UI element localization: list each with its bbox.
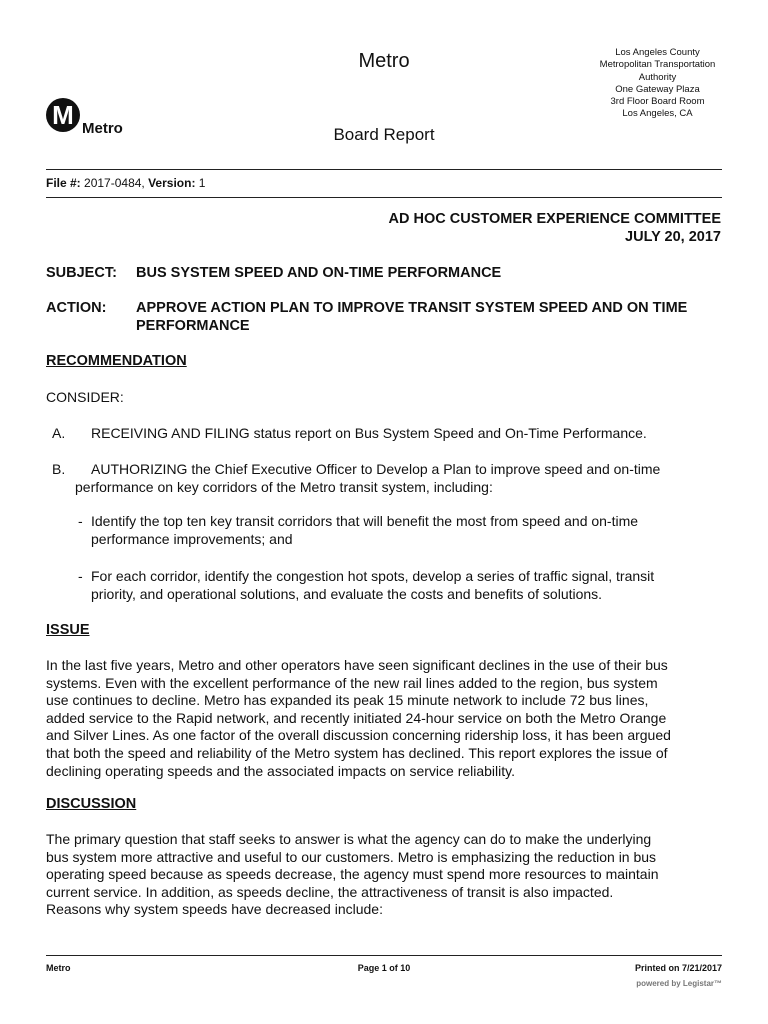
action-text: APPROVE ACTION PLAN TO IMPROVE TRANSIT SYSTEM SPEED AND ON TIME PERFORMANCE	[136, 300, 688, 334]
item-a-marker: A.	[52, 425, 66, 441]
address-line: Metropolitan Transportation	[599, 59, 716, 71]
bullet-line: Identify the top ten key transit corridors that will benefit the most from speed and on-time	[91, 513, 639, 529]
text-line: systems. Even with the excellent performance of the new rail lines added to the region, bus system	[46, 674, 658, 691]
consider-label: CONSIDER:	[46, 389, 124, 405]
text-line: declining operating speeds and the associated impacts on service reliability.	[46, 762, 516, 779]
bullet-line: performance improvements; and	[91, 531, 293, 547]
discussion-heading: DISCUSSION	[46, 796, 137, 812]
issue-paragraph	[46, 657, 736, 780]
footer-printed-date: Printed on 7/21/2017	[634, 963, 722, 973]
text-line: operating speed because as speeds decrease, the agency must spend more resources to maintain	[46, 866, 659, 883]
text-line: Reasons why system speeds have decreased include:	[46, 901, 383, 918]
footer-page-number: Page 1 of 10	[357, 963, 411, 973]
committee-block	[389, 210, 721, 246]
issue-heading: ISSUE	[46, 622, 90, 638]
subject-label: SUBJECT:	[46, 265, 117, 281]
file-label: File #:	[46, 176, 81, 190]
recommendation-heading: RECOMMENDATION	[46, 353, 187, 369]
bullet-dash: -	[78, 568, 83, 584]
footer-left: Metro	[46, 963, 71, 973]
committee-name: AD HOC CUSTOMER EXPERIENCE COMMITTEE	[388, 211, 721, 227]
bullet-line: For each corridor, identify the congestion hot spots, develop a series of traffic signal, transit	[91, 568, 655, 584]
subject-line	[46, 265, 501, 281]
text-line: added service to the Rapid network, and recently initiated 24-hour service on both the Metro Orange	[46, 709, 667, 726]
text-line: The primary question that staff seeks to answer is what the agency can do to make the underlying	[46, 831, 652, 847]
address-line: One Gateway Plaza	[615, 83, 700, 95]
version-label: Version:	[148, 176, 196, 190]
file-number: 2017-0484	[84, 176, 142, 190]
action-label: ACTION:	[46, 300, 107, 316]
address-line: 3rd Floor Board Room	[610, 96, 705, 108]
committee-date: JULY 20, 2017	[625, 229, 721, 245]
bullet-line: priority, and operational solutions, and evaluate the costs and benefits of solutions.	[91, 586, 603, 602]
page-subtitle: Board Report	[333, 125, 435, 144]
action-block	[46, 299, 736, 335]
file-info: File #: 2017-0484, Version: 1	[46, 176, 206, 190]
page-title: Metro	[358, 50, 410, 72]
file-divider	[46, 197, 722, 198]
metro-m-icon: M	[46, 98, 80, 132]
item-b-marker: B.	[52, 461, 66, 477]
item-a-text: RECEIVING AND FILING status report on Bus System Speed and On-Time Performance.	[91, 425, 647, 441]
text-line: that both the speed and reliability of the Metro system has declined. This report explores the issue of	[46, 744, 668, 761]
footer-powered-by: powered by Legistar™	[636, 979, 722, 988]
item-b-line: AUTHORIZING the Chief Executive Officer to Develop a Plan to improve speed and on-time	[91, 461, 661, 477]
address-line: Authority	[638, 71, 677, 83]
logo-wordmark: Metro	[82, 120, 123, 137]
address-line: Los Angeles County	[615, 47, 700, 58]
text-line: use continues to decline. Metro has expanded its peak 15 minute network to include 72 bus lines,	[46, 692, 649, 709]
version-number: 1	[198, 176, 206, 190]
item-b-line: performance on key corridors of the Metro transit system, including:	[75, 479, 493, 495]
text-line: and Silver Lines. As one factor of the overall discussion concerning ridership loss, it has been argued	[46, 727, 671, 744]
address-block	[560, 47, 755, 121]
text-line: In the last five years, Metro and other operators have seen significant declines in the use of their bus	[46, 657, 668, 673]
header-divider	[46, 169, 722, 170]
text-line: current service. In addition, as speeds decline, the attractiveness of transit is also impacted.	[46, 883, 614, 900]
address-line: Los Angeles, CA	[622, 108, 693, 120]
bullet-dash: -	[78, 513, 83, 529]
text-line: bus system more attractive and useful to our customers. Metro is emphasizing the reduction in bus	[46, 848, 657, 865]
subject-text: BUS SYSTEM SPEED AND ON-TIME PERFORMANCE	[136, 265, 502, 281]
footer-divider	[46, 955, 722, 956]
discussion-paragraph	[46, 831, 736, 919]
